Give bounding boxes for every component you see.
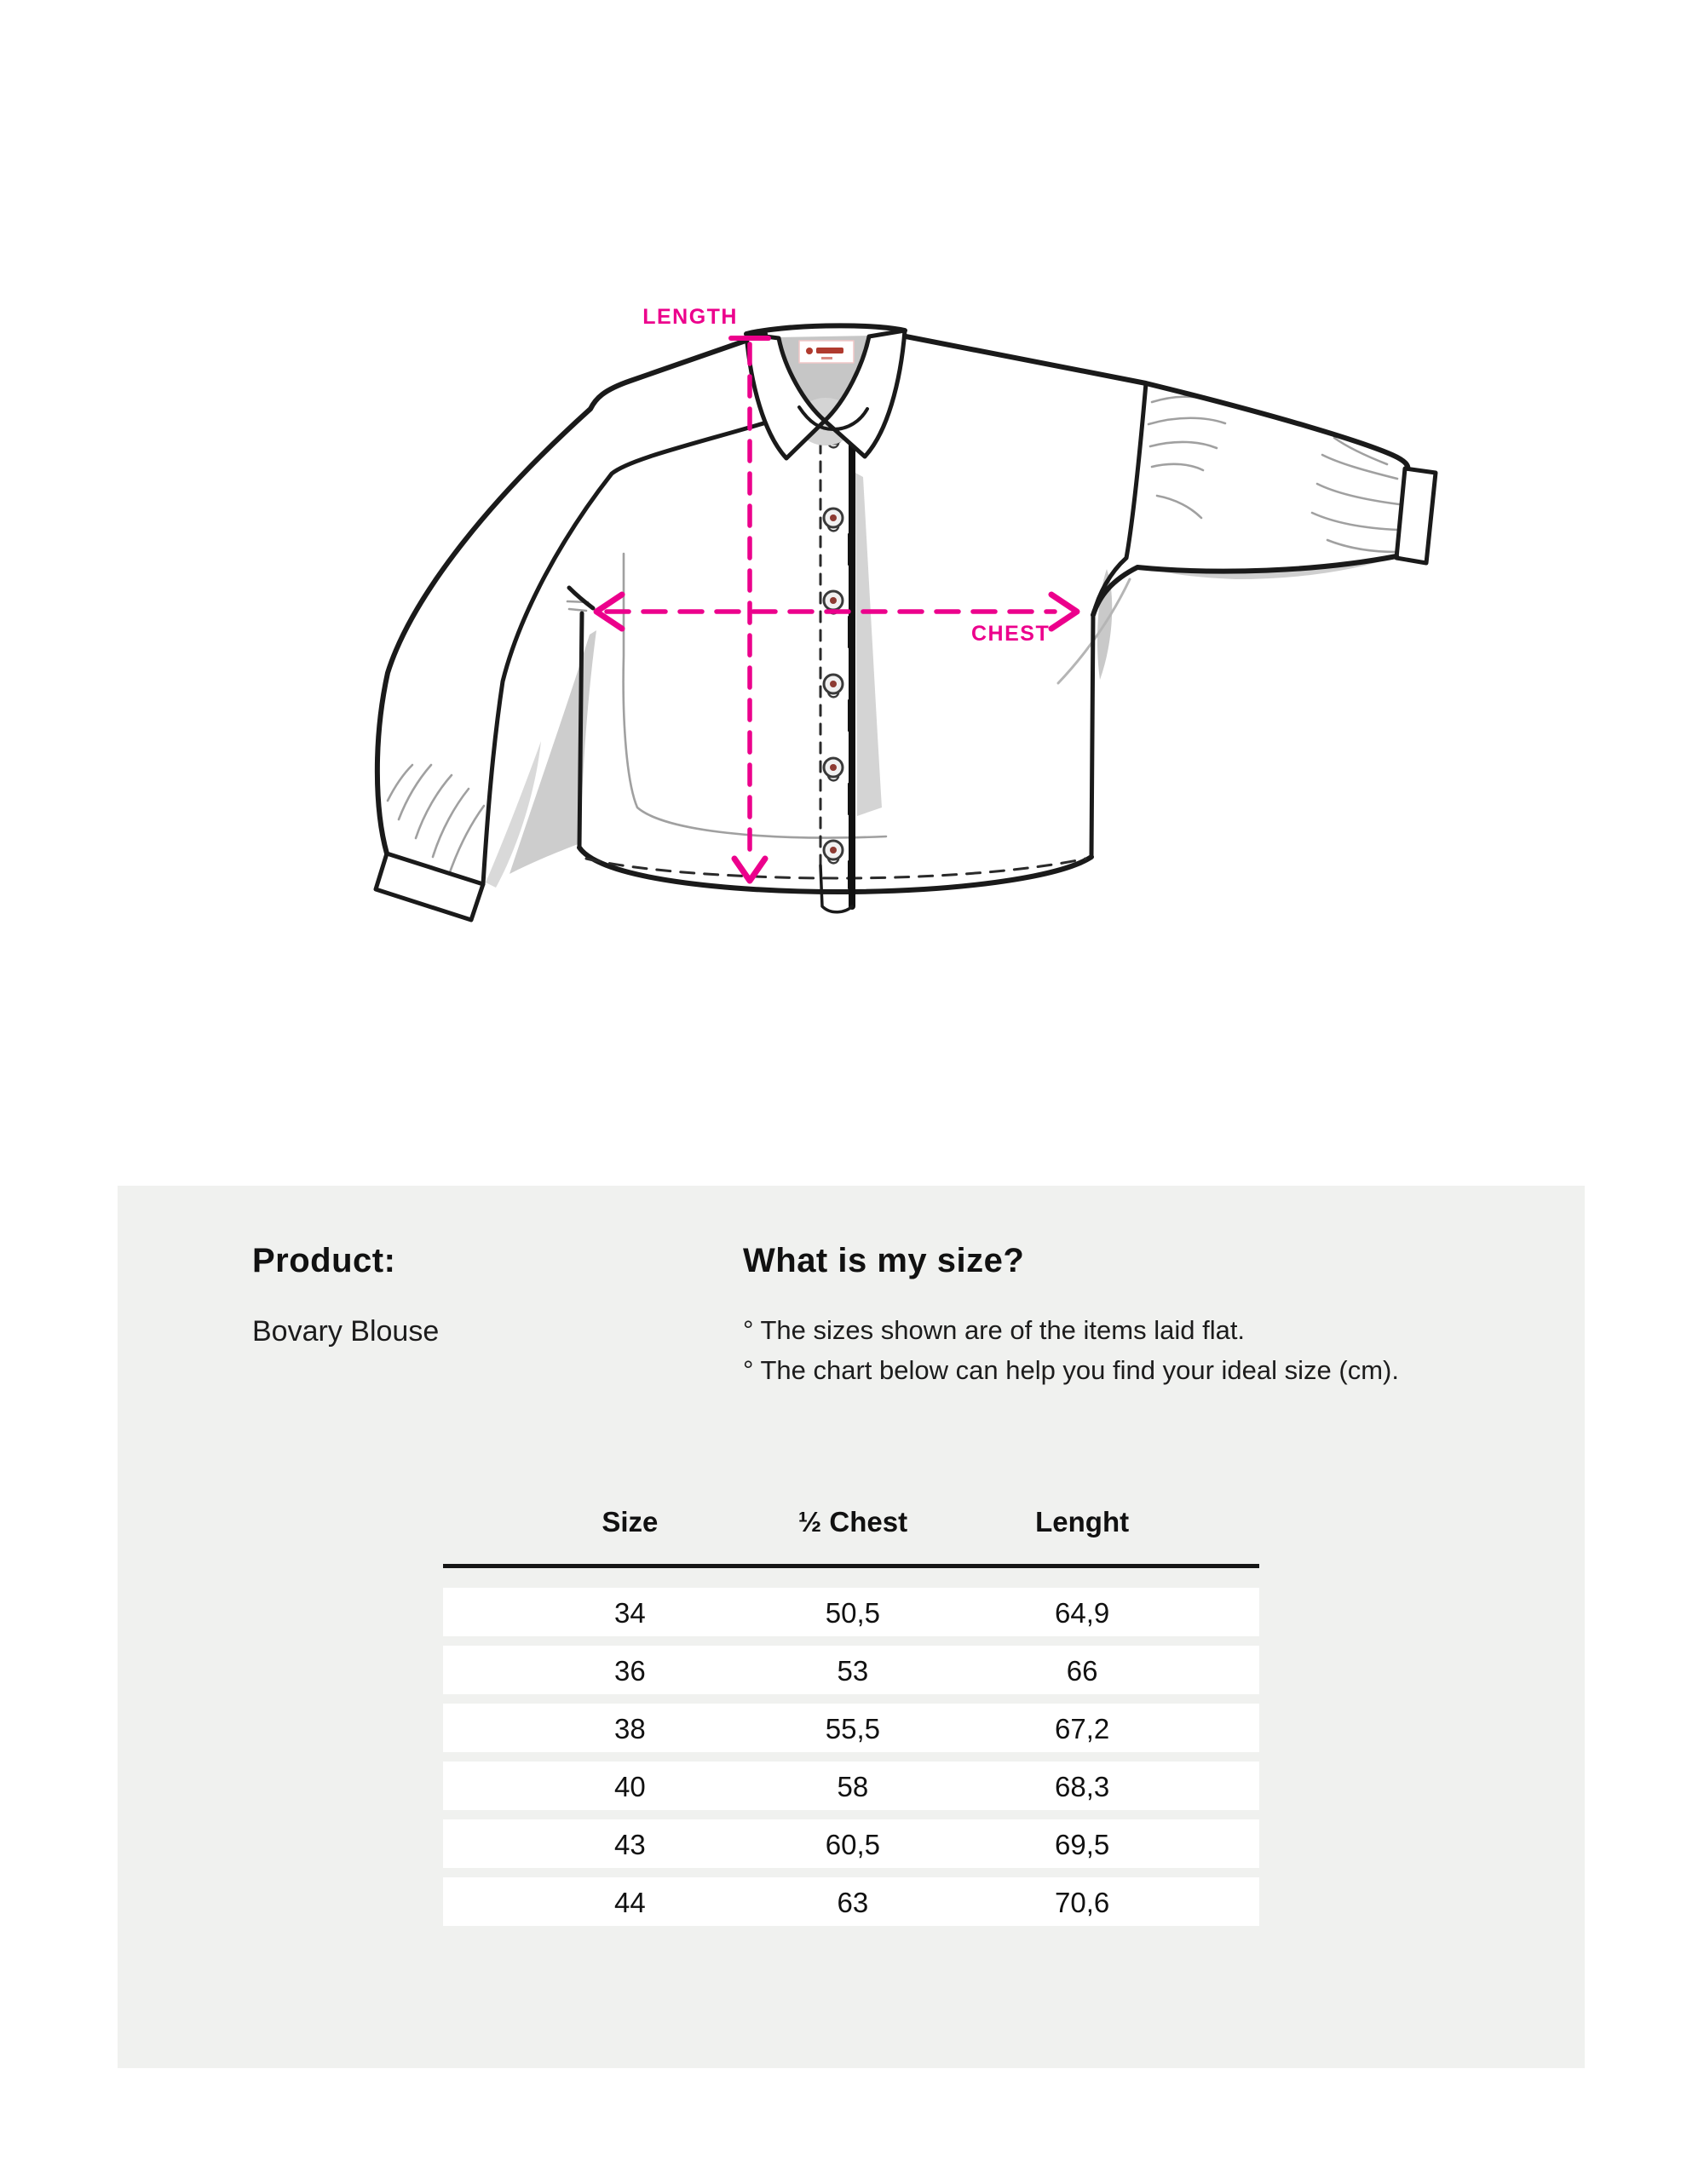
table-cell: 63: [837, 1887, 869, 1918]
table-cell: 68,3: [1054, 1771, 1110, 1802]
table-cell: 34: [614, 1597, 646, 1629]
table-cell: 36: [614, 1655, 646, 1687]
table-cell: 66: [1066, 1655, 1098, 1687]
table-cell: 44: [614, 1887, 646, 1918]
length-label: LENGTH: [642, 305, 738, 329]
size-notes: [743, 1310, 1399, 1390]
chest-label: CHEST: [971, 622, 1051, 646]
table-cell: 58: [837, 1771, 869, 1802]
product-heading: Product:: [252, 1242, 396, 1279]
table-cell: 40: [614, 1771, 646, 1802]
info-panel: [118, 1186, 1585, 2068]
table-row: [443, 1646, 1259, 1694]
table-header-cell: Lenght: [1035, 1506, 1130, 1537]
table-cell: 55,5: [825, 1713, 881, 1744]
table-cell: 60,5: [825, 1829, 881, 1860]
table-cell: 64,9: [1054, 1597, 1110, 1629]
size-note: ° The chart below can help you find your ideal size (cm).: [743, 1355, 1399, 1385]
table-cell: 70,6: [1054, 1887, 1110, 1918]
table-cell: 69,5: [1054, 1829, 1110, 1860]
size-table-rule: [443, 1564, 1259, 1568]
table-cell: 38: [614, 1713, 646, 1744]
table-row: [443, 1762, 1259, 1810]
table-cell: 67,2: [1054, 1713, 1110, 1744]
table-row: [443, 1588, 1259, 1636]
size-table-header: [443, 1499, 1259, 1549]
table-row: [443, 1819, 1259, 1868]
table-cell: 53: [837, 1655, 869, 1687]
size-heading: What is my size?: [743, 1242, 1025, 1279]
table-row: [443, 1704, 1259, 1752]
brand-label: [799, 341, 854, 363]
size-note: ° The sizes shown are of the items laid flat.: [743, 1315, 1246, 1345]
table-header-cell: Size: [602, 1506, 659, 1537]
table-cell: 43: [614, 1829, 646, 1860]
size-table-rows: [443, 1588, 1259, 1926]
product-name: Bovary Blouse: [252, 1315, 440, 1348]
table-header-cell: ½ Chest: [797, 1506, 908, 1537]
table-cell: 50,5: [825, 1597, 881, 1629]
table-row: [443, 1877, 1259, 1926]
size-table: [443, 1499, 1259, 1935]
